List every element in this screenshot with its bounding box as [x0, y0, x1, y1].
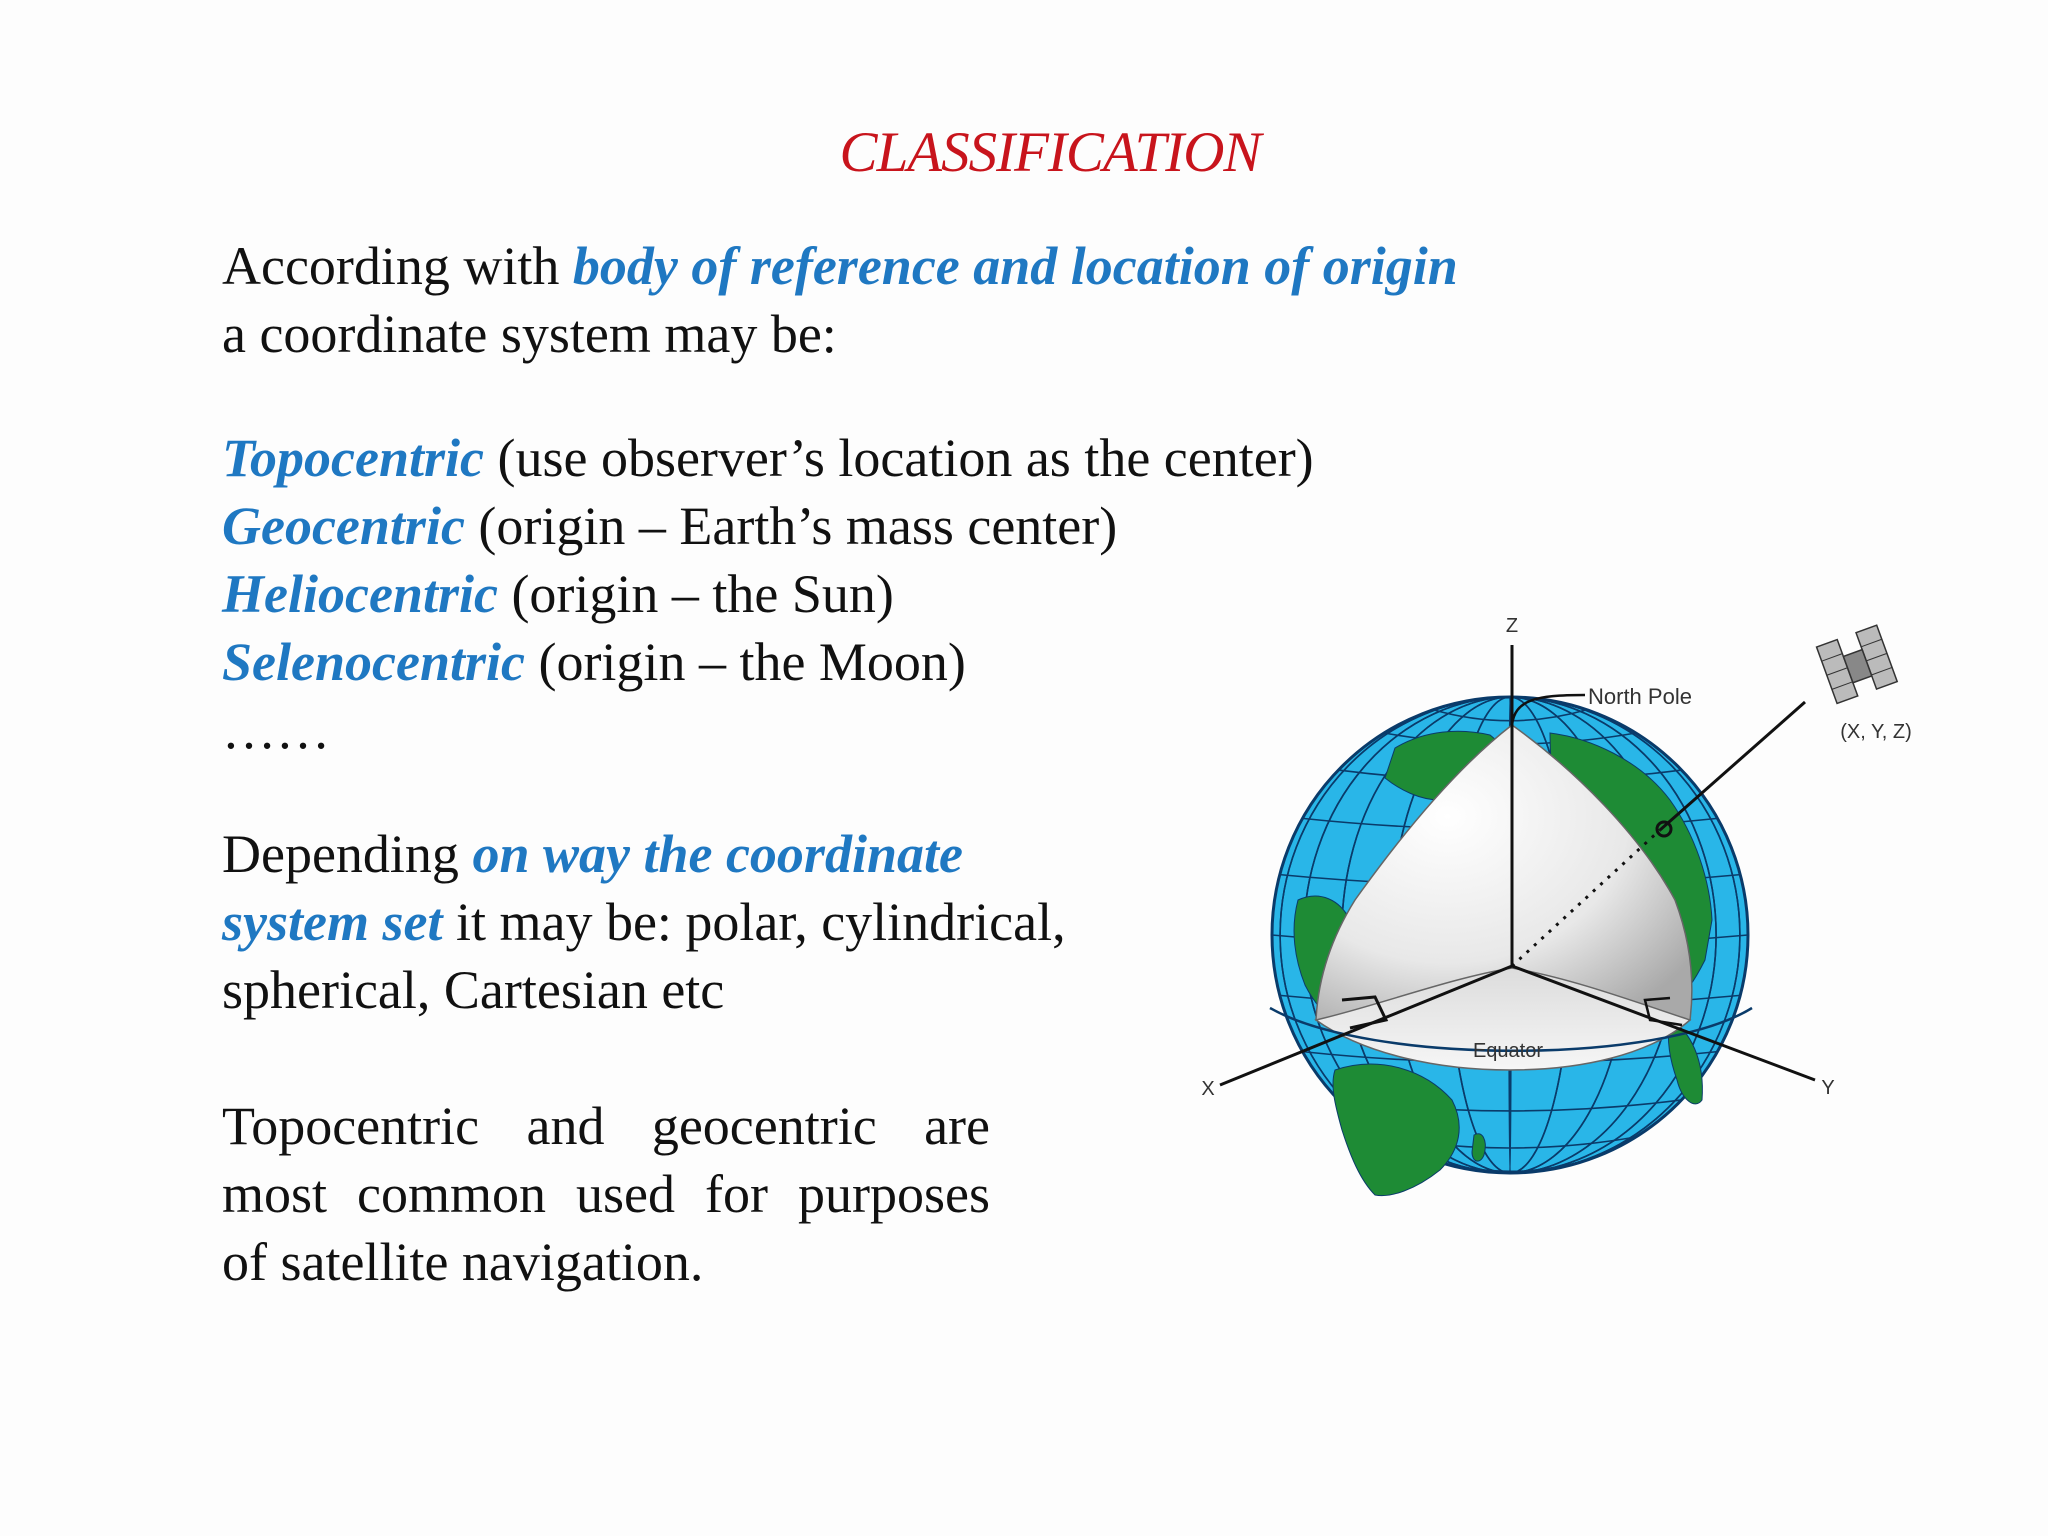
globe-diagram [1190, 600, 1950, 1200]
system-item [222, 424, 1314, 492]
depending-line-2 [222, 888, 1066, 956]
conclusion-line-2: most common used for purposes [222, 1164, 990, 1224]
geocentric-coordinate-figure [1190, 600, 1950, 1200]
depending-highlight-1: on way the coordinate [472, 824, 963, 884]
slide-title: CLASSIFICATION [839, 121, 1261, 184]
island-madagascar [1472, 1134, 1485, 1161]
system-name: Topocentric [222, 428, 484, 488]
intro-line-2: a coordinate system may be: [222, 304, 837, 364]
intro-pre-text: According with [222, 236, 573, 296]
depending-post-1: it may be: polar, cylindrical, [442, 892, 1066, 952]
y-axis-label: Y [1821, 1077, 1835, 1099]
z-axis-label: Z [1505, 615, 1519, 637]
conclusion-line-3: of satellite navigation. [222, 1232, 704, 1292]
north-pole-label: North Pole [1588, 684, 1692, 709]
system-desc: (use observer’s location as the center) [483, 428, 1314, 488]
conclusion-paragraph [222, 1092, 990, 1296]
system-desc: (origin – the Sun) [497, 564, 894, 624]
point-label: (X, Y, Z) [1840, 721, 1912, 743]
system-desc: (origin – Earth’s mass center) [464, 496, 1118, 556]
conclusion-line-1: Topocentric and geocentric are [222, 1096, 990, 1156]
systems-list [222, 424, 1314, 764]
equator-label: Equator [1472, 1040, 1544, 1062]
depending-highlight-2: system set [222, 892, 443, 952]
system-item [222, 628, 1314, 696]
intro-paragraph [222, 232, 1458, 368]
depending-line-1 [222, 820, 1066, 888]
depending-line-3: spherical, Cartesian etc [222, 960, 725, 1020]
satellite-icon [1817, 625, 1898, 703]
system-name: Heliocentric [222, 564, 498, 624]
system-name: Geocentric [222, 496, 465, 556]
intro-line-1 [222, 232, 1458, 300]
system-name: Selenocentric [222, 632, 525, 692]
ellipsis: …… [222, 700, 330, 760]
depending-paragraph [222, 820, 1066, 1024]
depending-pre: Depending [222, 824, 473, 884]
system-item [222, 560, 1314, 628]
intro-highlight: body of reference and location of origin [572, 236, 1458, 296]
x-axis-label: X [1201, 1078, 1215, 1100]
system-item [222, 492, 1314, 560]
system-desc: (origin – the Moon) [524, 632, 966, 692]
satellite-line [1660, 702, 1805, 830]
